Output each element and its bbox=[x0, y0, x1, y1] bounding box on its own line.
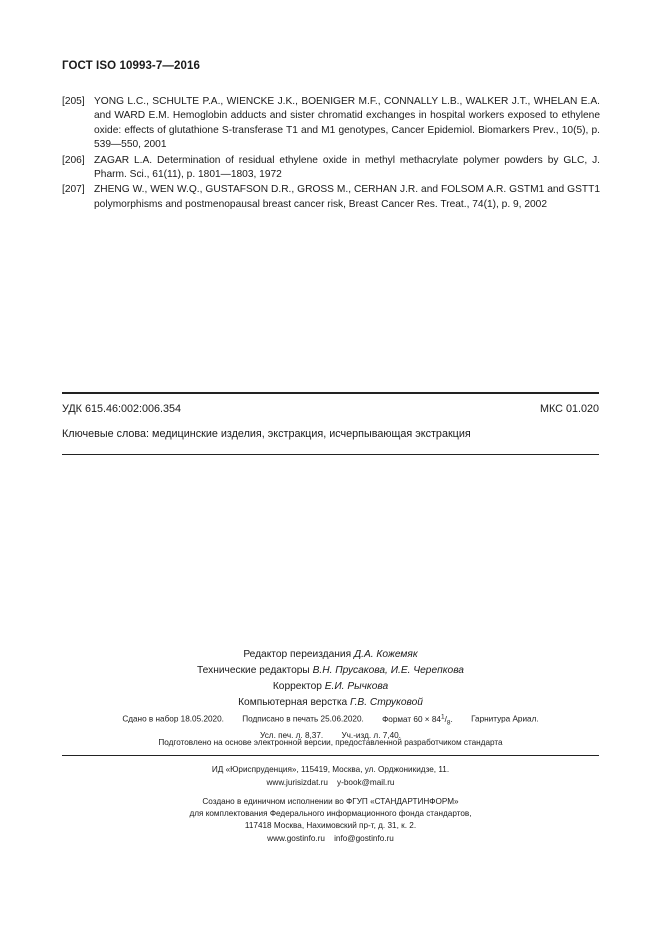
section-divider bbox=[62, 755, 599, 756]
sent-date: Сдано в набор 18.05.2020. bbox=[122, 714, 224, 724]
prepared-note: Подготовлено на основе электронной версии, предоставленной разработчиком стандарта bbox=[158, 738, 503, 747]
standard-title: ГОСТ ISO 10993-7—2016 bbox=[62, 60, 200, 72]
reference-number: [206] bbox=[62, 154, 85, 166]
section-divider-thick bbox=[62, 392, 599, 394]
mks-code: МКС 01.020 bbox=[540, 403, 599, 415]
bibliography-list bbox=[62, 95, 600, 213]
credit-role: Технические редакторы bbox=[197, 665, 310, 676]
publisher-email-link[interactable]: y-book@mail.ru bbox=[337, 778, 395, 787]
credit-line bbox=[0, 679, 661, 695]
reference-text: ZHENG W., WEN W.Q., GUSTAFSON D.R., GROSS M., CERHAN J.R. and FOLSOM A.R. GSTM1 and GSTT1 polymorphisms and postmenopausal breast cancer risk, Breast Cancer Res. Treat., 74(1), p. 9, 2002 bbox=[94, 184, 600, 210]
print-info-line bbox=[0, 710, 661, 729]
udc-code: УДК 615.46:002:006.354 bbox=[62, 403, 182, 415]
signed-date: Подписано в печать 25.06.2020. bbox=[242, 714, 364, 724]
gostinfo-site-link[interactable]: www.gostinfo.ru bbox=[267, 833, 325, 843]
publisher-contacts bbox=[0, 776, 661, 789]
paper-format: Формат $60 \times 84^1/_8$. bbox=[382, 713, 453, 727]
gostinfo-email-link[interactable]: info@gostinfo.ru bbox=[334, 833, 394, 843]
credit-role: Корректор bbox=[272, 681, 322, 692]
section-divider bbox=[62, 454, 599, 455]
edition-sheets: Уч.-изд. л. 7,40. bbox=[341, 731, 401, 741]
printed-sheets: Усл. печ. л. 8,37. bbox=[260, 731, 324, 741]
created-contacts bbox=[0, 833, 661, 845]
bibliography-entry bbox=[62, 154, 600, 183]
credit-line bbox=[0, 663, 661, 679]
editorial-credits bbox=[0, 647, 661, 711]
publisher-address: ИД «Юриспруденция», 115419, Москва, ул. Орджоникидзе, 11. bbox=[211, 765, 450, 774]
created-line: 117418 Москва, Нахимовский пр-т, д. 31, к. 2. bbox=[244, 821, 417, 831]
typeface: Гарнитура Ариал. bbox=[471, 714, 539, 724]
credit-line bbox=[0, 695, 661, 711]
reference-text: ZAGAR L.A. Determination of residual ethylene oxide in methyl methacrylate polymer powders by GLC, J. Pharm. Sci., 61(11), p. 1801—1803, 1972 bbox=[94, 154, 600, 181]
credit-person: Г.В. Струковой bbox=[350, 697, 423, 708]
credit-person: Е.И. Рычкова bbox=[324, 681, 389, 692]
credit-line bbox=[0, 647, 661, 663]
credit-person: В.Н. Прусакова, И.Е. Черепкова bbox=[312, 665, 464, 676]
credit-person: Д.А. Кожемяк bbox=[353, 649, 418, 660]
reference-number: [205] bbox=[62, 96, 85, 107]
reference-number: [207] bbox=[62, 184, 85, 196]
credit-role: Редактор переиздания bbox=[243, 649, 352, 660]
publisher-site-link[interactable]: www.jurisizdat.ru bbox=[266, 778, 328, 787]
credit-role: Компьютерная верстка bbox=[238, 697, 348, 708]
bibliography-entry bbox=[62, 95, 600, 153]
bibliography-entry bbox=[62, 183, 600, 212]
created-line: Создано в единичном исполнении во ФГУП «СТАНДАРТИНФОРМ» bbox=[202, 797, 459, 806]
created-line: для комплектования Федерального информационного фонда стандартов, bbox=[189, 809, 472, 819]
publisher-block bbox=[0, 763, 661, 789]
reference-text: YONG L.C., SCHULTE P.A., WIENCKE J.K., BOENIGER M.F., CONNALLY L.B., WALKER J.T., WHELAN E.A. and WARD E.M. Hemoglobin adducts and sister chromatid exchanges in hospital workers exposed to ethylene oxide: effects of glutathione S-transferase T1 and M1 genotypes, Cancer Epidemiol. Biomarkers Prev., 10(5), p. 539—550, 2001 bbox=[94, 96, 600, 151]
keywords: Ключевые слова: медицинские изделия, экстракция, исчерпывающая экстракция bbox=[62, 428, 471, 440]
created-block bbox=[0, 796, 661, 845]
